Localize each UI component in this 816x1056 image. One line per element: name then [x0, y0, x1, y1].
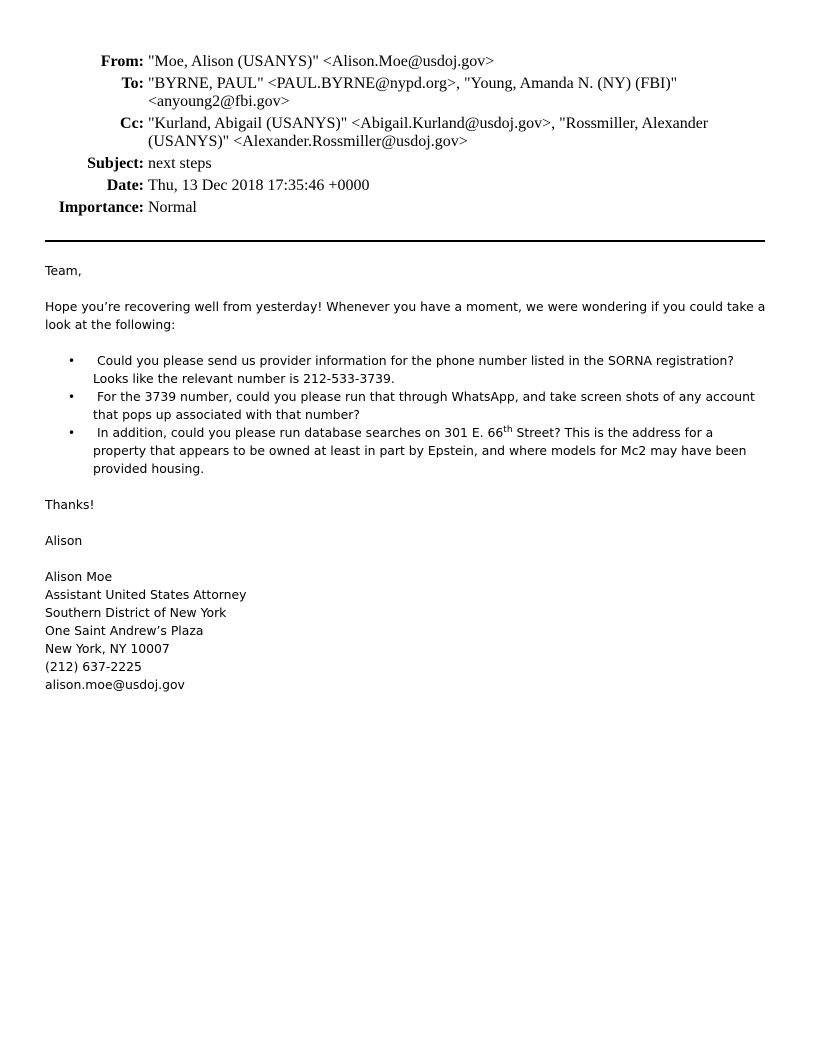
ordinal-suffix: th	[503, 424, 513, 435]
bullet-text: For the 3739 number, could you please run that through WhatsApp, and take screen shots of any account that pops up associated with that number?	[93, 389, 755, 422]
signature-title: Assistant United States Attorney	[45, 587, 247, 602]
importance-label: Importance:	[58, 199, 144, 216]
cc-value-line2: (USANYS)" <Alexander.Rossmiller@usdoj.gov>	[148, 133, 468, 150]
signature-block	[45, 568, 770, 694]
bullet-text-part2: Street? This is the address for a property that appears to be owned at least in part by Epstein, and where models for Mc2 may have been provided housing.	[93, 425, 747, 476]
bullet-text: Could you please send us provider information for the phone number listed in the SORNA registration? Looks like the relevant number is 212-533-3739.	[93, 353, 734, 386]
list-item	[45, 424, 770, 478]
greeting: Team,	[45, 263, 82, 278]
signature-office: Southern District of New York	[45, 605, 227, 620]
list-item	[45, 352, 770, 388]
importance-value: Normal	[148, 199, 197, 216]
to-value	[148, 75, 728, 111]
signature-address1: One Saint Andrew’s Plaza	[45, 623, 204, 638]
cc-value	[148, 115, 728, 151]
list-item	[45, 388, 770, 424]
cc-value-line1: "Kurland, Abigail (USANYS)" <Abigail.Kurland@usdoj.gov>, "Rossmiller, Alexander	[148, 115, 709, 132]
thanks-line: Thanks!	[45, 497, 95, 512]
subject-value: next steps	[148, 155, 212, 172]
signature-name: Alison Moe	[45, 569, 113, 584]
bullet-text-part1: In addition, could you please run database searches on 301 E. 66	[97, 425, 504, 440]
intro-paragraph: Hope you’re recovering well from yesterday! Whenever you have a moment, we were wondering if you could take a look at the following:	[45, 299, 766, 332]
signature-address2: New York, NY 10007	[45, 641, 170, 656]
bullet-icon: •	[68, 390, 76, 404]
subject-row	[40, 155, 740, 173]
to-label: To:	[121, 75, 144, 92]
subject-label: Subject:	[87, 155, 144, 172]
bullet-icon: •	[68, 354, 76, 368]
signature-email[interactable]: alison.moe@usdoj.gov	[45, 677, 185, 692]
email-header	[40, 53, 740, 221]
cc-label: Cc:	[120, 115, 144, 132]
from-row	[40, 53, 740, 71]
email-body	[45, 262, 770, 694]
cc-row	[40, 115, 740, 151]
to-row	[40, 75, 740, 111]
date-label: Date:	[106, 177, 144, 194]
date-value: Thu, 13 Dec 2018 17:35:46 +0000	[148, 177, 370, 194]
from-value: "Moe, Alison (USANYS)" <Alison.Moe@usdoj.gov>	[148, 53, 495, 70]
signature-phone: (212) 637-2225	[45, 659, 142, 674]
request-list	[45, 352, 770, 478]
from-label: From:	[100, 53, 144, 70]
header-divider	[45, 240, 765, 242]
to-value-line2: <anyoung2@fbi.gov>	[148, 93, 290, 110]
importance-row	[40, 199, 740, 217]
date-row	[40, 177, 740, 195]
bullet-text	[93, 425, 747, 476]
bullet-icon: •	[68, 426, 76, 440]
to-value-line1: "BYRNE, PAUL" <PAUL.BYRNE@nypd.org>, "Young, Amanda N. (NY) (FBI)"	[148, 75, 678, 92]
closing-name: Alison	[45, 533, 83, 548]
